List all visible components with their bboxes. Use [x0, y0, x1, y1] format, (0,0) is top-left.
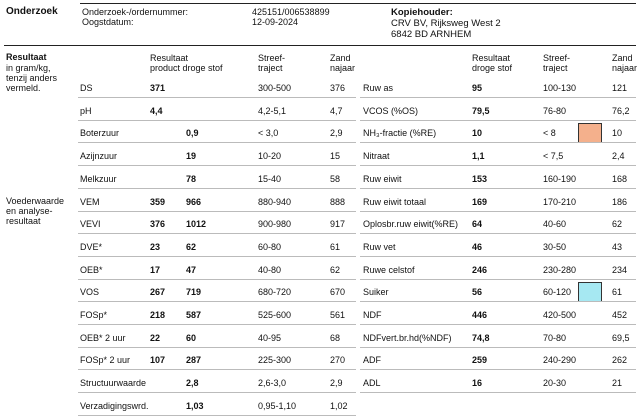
left-row-range: 0,95-1,10 — [258, 400, 297, 411]
right-row-label: Ruw vet — [363, 241, 396, 252]
left-row-product: 267 — [150, 287, 166, 298]
left-row-sand: 376 — [330, 83, 346, 93]
left-row-label: OEB* 2 uur — [80, 332, 126, 343]
left-row-product: 218 — [150, 310, 166, 320]
left-row-divider — [78, 97, 356, 98]
left-row-divider — [78, 233, 356, 234]
left-row-product: 17 — [150, 264, 161, 275]
right-header-sand-sub: najaar — [612, 63, 638, 73]
left-row-label: Verzadigingswrd. — [80, 400, 149, 411]
left-row-range: 225-300 — [258, 355, 292, 366]
left-row-sand: 561 — [330, 310, 346, 320]
right-row-range: 240-290 — [543, 355, 577, 366]
left-row-sand: 2,9 — [330, 128, 343, 139]
left-row-label: Azijnzuur — [80, 151, 118, 162]
left-row-dry: 287 — [186, 355, 202, 366]
left-header-result: Resultaat — [150, 53, 189, 63]
feed-label-line3: resultaat — [6, 216, 41, 226]
date-label: Oogstdatum: — [82, 17, 134, 27]
left-row-range: < 3,0 — [258, 128, 279, 139]
right-row-dry: 10 — [472, 128, 483, 139]
right-row-range: 30-50 — [543, 241, 567, 252]
right-header-result: Resultaat — [472, 53, 511, 63]
right-row-divider — [360, 392, 636, 393]
left-row-range: 300-500 — [258, 83, 292, 93]
left-row-sand: 68 — [330, 332, 341, 343]
left-row-dry: 60 — [186, 332, 197, 343]
right-row-sand: 62 — [612, 219, 623, 230]
deviation-flag-marker — [578, 123, 602, 143]
left-row-divider — [78, 142, 356, 143]
right-row-dry: 16 — [472, 378, 483, 389]
right-row-dry: 46 — [472, 241, 483, 252]
left-row-dry: 47 — [186, 264, 197, 275]
right-row-label: Ruw eiwit — [363, 173, 402, 184]
left-row-sand: 917 — [330, 219, 346, 230]
left-row-divider — [78, 392, 356, 393]
left-row-dry: 966 — [186, 196, 202, 207]
left-row-range: 2,6-3,0 — [258, 378, 287, 389]
left-row-sand: 62 — [330, 264, 341, 275]
left-row-range: 680-720 — [258, 287, 292, 298]
feed-label-line1: Voederwaarde — [6, 196, 65, 206]
left-row-sand: 15 — [330, 151, 341, 162]
right-row-divider — [360, 142, 636, 143]
left-row-range: 40-80 — [258, 264, 282, 275]
right-row-divider — [360, 369, 636, 370]
right-row-sand: 61 — [612, 287, 623, 298]
left-row-label: Structuurwaarde — [80, 378, 147, 389]
left-row-product: 22 — [150, 332, 161, 343]
left-row-product: 4,4 — [150, 105, 163, 116]
left-row-product: 359 — [150, 196, 166, 207]
section-rule — [4, 45, 636, 46]
left-row-dry: 0,9 — [186, 128, 199, 139]
right-row-range: 420-500 — [543, 310, 577, 320]
right-row-dry: 1,1 — [472, 151, 485, 162]
left-row-label: VEVI — [80, 219, 101, 230]
feed-label-line2: en analyse- — [6, 206, 53, 216]
left-row-product: 371 — [150, 83, 166, 93]
right-row-range: 20-30 — [543, 378, 567, 389]
left-row-divider — [78, 369, 356, 370]
left-row-sand: 61 — [330, 241, 341, 252]
left-row-range: 15-40 — [258, 173, 282, 184]
right-row-divider — [360, 301, 636, 302]
left-header-result-sub: product droge stof — [150, 63, 223, 73]
left-header-range-sub: traject — [258, 63, 283, 73]
right-row-divider — [360, 188, 636, 189]
left-row-range: 4,2-5,1 — [258, 105, 287, 116]
right-row-divider — [360, 256, 636, 257]
left-header-range: Streef- — [258, 53, 286, 63]
right-row-sand: 10 — [612, 128, 623, 139]
left-row-label: VEM — [80, 196, 100, 207]
right-row-label: NH₃-fractie (%RE) — [363, 128, 437, 139]
right-row-sand: 234 — [612, 264, 628, 275]
result-unit-line1: in gram/kg, — [6, 63, 51, 73]
right-header-range-sub: traject — [543, 63, 568, 73]
right-row-divider — [360, 233, 636, 234]
left-row-range: 10-20 — [258, 151, 282, 162]
right-row-dry: 446 — [472, 310, 488, 320]
left-row-sand: 58 — [330, 173, 341, 184]
left-row-range: 525-600 — [258, 310, 292, 320]
result-title: Resultaat — [6, 52, 47, 62]
left-row-divider — [78, 279, 356, 280]
right-row-divider — [360, 97, 636, 98]
left-row-divider — [78, 347, 356, 348]
left-row-range: 880-940 — [258, 196, 292, 207]
left-row-dry: 62 — [186, 241, 197, 252]
left-row-sand: 270 — [330, 355, 346, 366]
left-row-dry: 719 — [186, 287, 202, 298]
right-row-label: NDF — [363, 310, 382, 320]
left-row-range: 60-80 — [258, 241, 282, 252]
left-row-label: FOSp* 2 uur — [80, 355, 131, 366]
left-row-sand: 1,02 — [330, 400, 348, 411]
right-row-sand: 262 — [612, 355, 628, 366]
right-row-label: Ruw eiwit totaal — [363, 196, 427, 207]
right-row-range: 230-280 — [543, 264, 577, 275]
right-row-label: Oplosbr.ruw eiwit(%RE) — [363, 219, 459, 230]
left-header-sand-sub: najaar — [330, 63, 356, 73]
right-row-sand: 452 — [612, 310, 628, 320]
right-row-sand: 21 — [612, 378, 623, 389]
left-row-dry: 2,8 — [186, 378, 199, 389]
left-row-divider — [78, 211, 356, 212]
right-header-sand: Zand — [612, 53, 633, 63]
header-rule — [80, 3, 636, 4]
right-row-dry: 56 — [472, 287, 483, 298]
right-row-sand: 186 — [612, 196, 628, 207]
right-row-range: 100-130 — [543, 83, 577, 93]
left-row-product: 376 — [150, 219, 166, 230]
right-row-range: 160-190 — [543, 173, 577, 184]
right-row-range: 70-80 — [543, 332, 567, 343]
right-row-dry: 246 — [472, 264, 488, 275]
right-header-result-sub: droge stof — [472, 63, 513, 73]
left-row-label: DVE* — [80, 241, 103, 252]
right-row-sand: 43 — [612, 241, 623, 252]
right-row-label: VCOS (%OS) — [363, 105, 419, 116]
left-row-label: pH — [80, 105, 92, 116]
result-unit-line2: tenzij anders — [6, 73, 58, 83]
right-row-dry: 95 — [472, 83, 483, 93]
right-row-dry: 169 — [472, 196, 488, 207]
right-row-label: NDFvert.br.hd(%NDF) — [363, 332, 452, 343]
left-row-dry: 587 — [186, 310, 202, 320]
right-row-label: Ruw as — [363, 83, 394, 93]
left-row-dry: 1012 — [186, 219, 207, 230]
right-row-range: 170-210 — [543, 196, 577, 207]
left-row-sand: 2,9 — [330, 378, 343, 389]
right-row-range: < 7,5 — [543, 151, 564, 162]
right-header-range: Streef- — [543, 53, 571, 63]
left-row-dry: 19 — [186, 151, 197, 162]
right-row-divider — [360, 279, 636, 280]
result-unit-line3: vermeld. — [6, 83, 41, 93]
right-row-sand: 168 — [612, 173, 628, 184]
copy-holder-city: 6842 BD ARNHEM — [391, 29, 472, 40]
right-row-dry: 153 — [472, 173, 488, 184]
order-value: 425151/006538899 — [252, 7, 330, 17]
left-row-product: 23 — [150, 241, 161, 252]
left-row-sand: 4,7 — [330, 105, 343, 116]
date-value: 12-09-2024 — [252, 17, 299, 27]
left-row-divider — [78, 256, 356, 257]
right-row-dry: 64 — [472, 219, 483, 230]
right-row-range: < 8 — [543, 128, 556, 139]
right-row-label: Nitraat — [363, 151, 390, 162]
right-row-sand: 121 — [612, 83, 628, 93]
left-row-range: 900-980 — [258, 219, 292, 230]
left-row-divider — [78, 165, 356, 166]
section-title: Onderzoek — [6, 6, 58, 17]
right-row-sand: 76,2 — [612, 105, 630, 116]
right-row-range: 76-80 — [543, 105, 567, 116]
left-row-sand: 670 — [330, 287, 346, 298]
right-row-divider — [360, 347, 636, 348]
right-row-dry: 74,8 — [472, 332, 490, 343]
left-row-label: DS — [80, 83, 93, 93]
left-row-label: OEB* — [80, 264, 103, 275]
left-row-sand: 888 — [330, 196, 346, 207]
copy-holder-name: CRV BV, Rijksweg West 2 — [391, 18, 501, 29]
left-row-divider — [78, 188, 356, 189]
left-row-label: VOS — [80, 287, 100, 298]
right-row-sand: 2,4 — [612, 151, 625, 162]
right-row-divider — [360, 165, 636, 166]
left-row-divider — [78, 120, 356, 121]
right-row-range: 40-60 — [543, 219, 567, 230]
left-row-dry: 1,03 — [186, 400, 204, 411]
copy-holder-title: Kopiehouder: — [391, 7, 453, 18]
left-header-sand: Zand — [330, 53, 351, 63]
right-row-sand: 69,5 — [612, 332, 630, 343]
right-row-label: Suiker — [363, 287, 389, 298]
left-row-label: FOSp* — [80, 310, 108, 320]
deviation-flag-marker — [578, 282, 602, 302]
right-row-divider — [360, 120, 636, 121]
left-row-label: Boterzuur — [80, 128, 120, 139]
left-row-dry: 78 — [186, 173, 197, 184]
right-row-dry: 259 — [472, 355, 488, 366]
left-row-product: 107 — [150, 355, 166, 366]
left-row-divider — [78, 324, 356, 325]
right-row-dry: 79,5 — [472, 105, 490, 116]
left-row-range: 40-95 — [258, 332, 282, 343]
right-row-label: ADF — [363, 355, 381, 366]
left-row-label: Melkzuur — [80, 173, 117, 184]
right-row-label: ADL — [363, 378, 381, 389]
right-row-range: 60-120 — [543, 287, 572, 298]
order-label: Onderzoek-/ordernummer: — [82, 7, 189, 17]
right-row-divider — [360, 211, 636, 212]
right-row-label: Ruwe celstof — [363, 264, 415, 275]
left-row-divider — [78, 301, 356, 302]
right-row-divider — [360, 324, 636, 325]
